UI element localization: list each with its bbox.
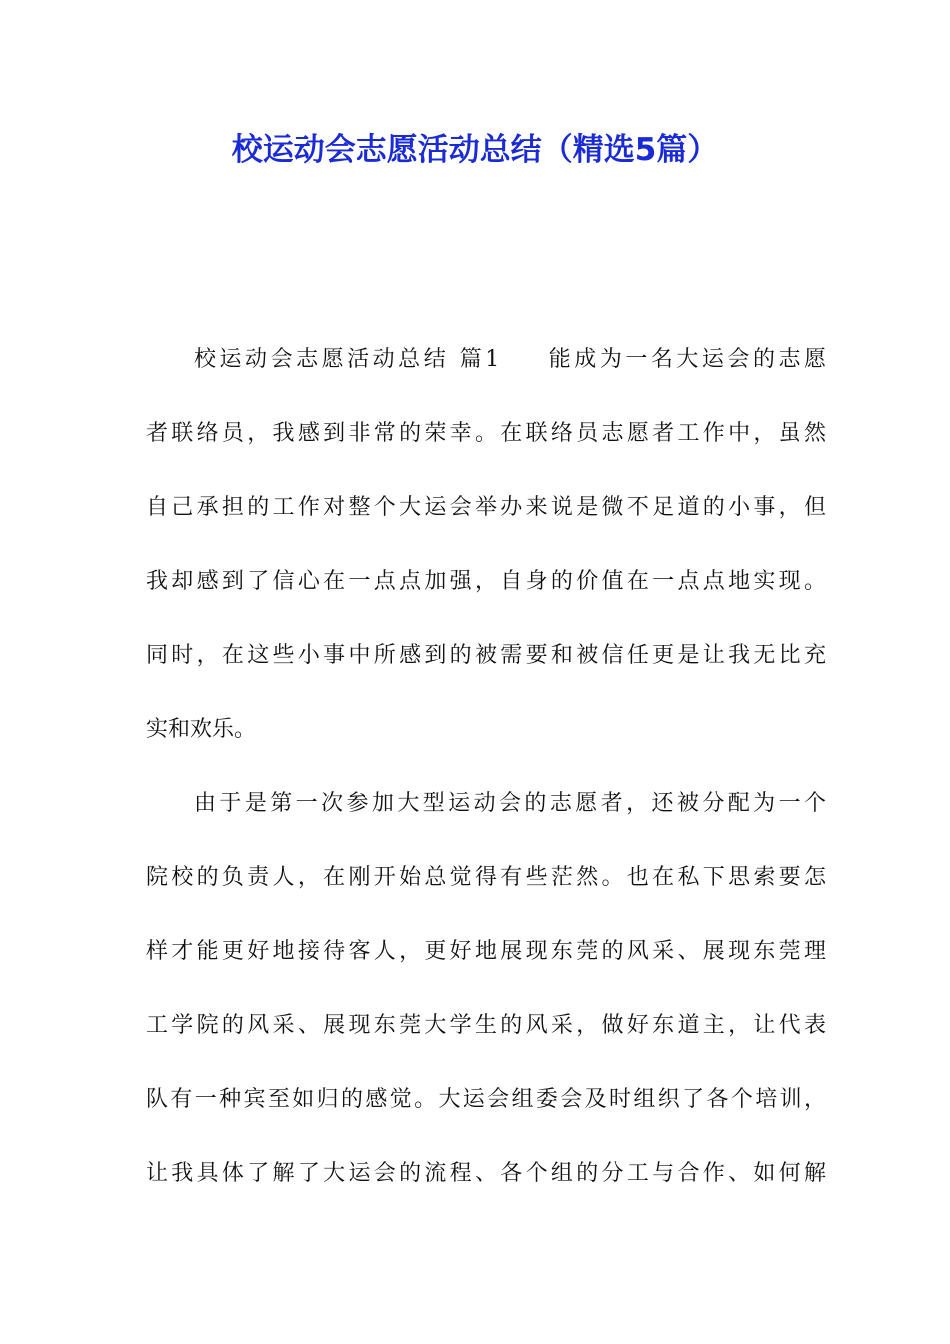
paragraph-line: 同时，在这些小事中所感到的被需要和被信任更是让我无比充 [146,643,826,668]
document-body [146,340,826,1228]
paragraph-2-line-1: 由于是第一次参加大型运动会的志愿者，还被分配为一个 [194,791,826,816]
document-title: 校运动会志愿活动总结（精选5篇） [231,132,719,168]
paragraph-line: 队有一种宾至如归的感觉。大运会组委会及时组织了各个培训， [146,1087,826,1112]
paragraph-line: 样才能更好地接待客人，更好地展现东莞的风采、展现东莞理 [146,939,826,964]
paragraph-text: 能成为一名大运会的志愿 [545,347,826,372]
paragraph-line: 实和欢乐。 [146,717,257,742]
paragraph-line: 工学院的风采、展现东莞大学生的风采，做好东道主，让代表 [146,1013,826,1038]
paragraph-line: 院校的负责人，在刚开始总觉得有些茫然。也在私下思索要怎 [146,865,826,890]
paragraph-1-line-1 [146,340,826,414]
paragraph-line: 者联络员，我感到非常的荣幸。在联络员志愿者工作中，虽然 [146,421,826,446]
paragraph-line: 自己承担的工作对整个大运会举办来说是微不足道的小事，但 [146,495,826,520]
paragraph-line: 我却感到了信心在一点点加强，自身的价值在一点点地实现。 [146,569,826,594]
paragraph-line: 让我具体了解了大运会的流程、各个组的分工与合作、如何解 [146,1161,826,1186]
section-heading: 校运动会志愿活动总结 篇1 [194,347,500,372]
